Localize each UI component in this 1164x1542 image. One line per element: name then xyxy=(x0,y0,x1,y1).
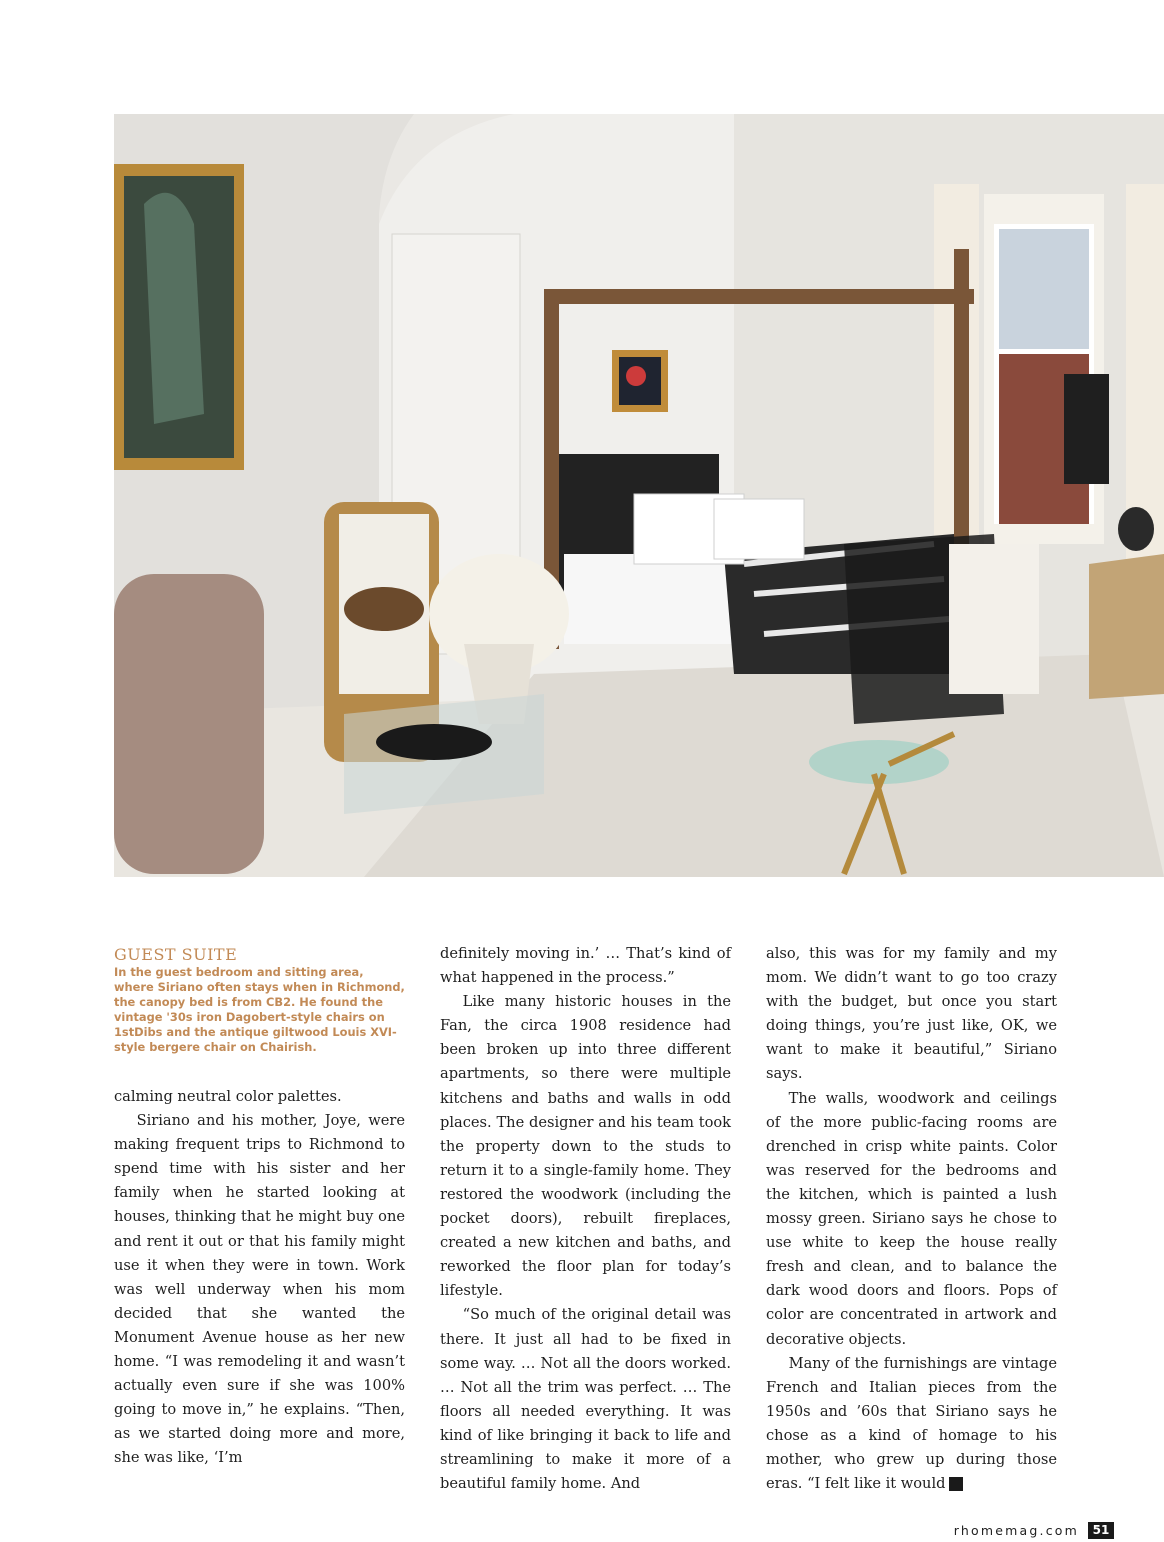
text-column-1 xyxy=(114,1085,405,1471)
paragraph: also, this was for my family and my mom. We didn’t want to go too crazy with the budget, but once you start doing things, you’re just like, OK, we want to make it beautiful,” Siriano says. xyxy=(766,945,1057,1083)
page-number: 51 xyxy=(1088,1522,1114,1539)
guest-suite-photo xyxy=(114,114,1164,877)
site-url: rhomemag.com xyxy=(953,1522,1079,1538)
text-column-3 xyxy=(766,942,1057,1496)
paragraph: Siriano and his mother, Joye, were making frequent trips to Richmond to spend time with his sister and her family when he started looking at houses, thinking that he might buy one and rent it out or that his family might use it when they were in town. Work was well underway when his mom decided that she wanted the Monument Avenue house as her new home. “I was remodeling it and wasn’t actually even sure if she was 100% going to move in,” he explains. “Then, as we started doing more and more, she was like, ‘I’m xyxy=(114,1112,405,1467)
paragraph: “So much of the original detail was there. It just all had to be fixed in some way. … Not all the doors worked. … Not all the trim was perfect. … The floors all needed everything. It was kind of like bringing it back to life and streamlining to make it more of a beautiful family home. And xyxy=(440,1306,731,1493)
paragraph: calming neutral color palettes. xyxy=(114,1088,342,1105)
paragraph: definitely moving in.’ … That’s kind of what happened in the process.” xyxy=(440,945,731,987)
paragraph xyxy=(766,1352,1057,1497)
page-footer xyxy=(954,1521,1114,1539)
caption-text: In the guest bedroom and sitting area, where Siriano often stays when in Richmond, the canopy bed is from CB2. He found the vintage '30s iron Dagobert-style chairs on 1stDibs and the antique giltwood Louis XVI-style bergere chair on Chairish. xyxy=(114,965,405,1055)
paragraph: Like many historic houses in the Fan, the circa 1908 residence had been broken up into three different apartments, so there were multiple kitchens and baths and walls in odd places. The designer and his team took the property down to the studs to return it to a single-family home. They restored the woodwork (including the pocket doors), rebuilt fireplaces, created a new kitchen and baths, and reworked the floor plan for today’s lifestyle. xyxy=(440,993,731,1300)
arrow-right-icon: ➜ xyxy=(949,1477,963,1491)
paragraph: The walls, woodwork and ceilings of the more public-facing rooms are drenched in crisp white paints. Color was reserved for the bedrooms and the kitchen, which is painted a lush mossy green. Siriano says he chose to use white to keep the house really fresh and clean, and to balance the dark wood doors and floors. Pops of color are concentrated in artwork and decorative objects. xyxy=(766,1089,1057,1348)
caption-heading: GUEST SUITE xyxy=(114,945,238,964)
photo-caption xyxy=(114,946,406,1056)
paragraph-text: Many of the furnishings are vintage French and Italian pieces from the 1950s and ’60s that Siriano says he chose as a kind of homage to his mother, who grew up during those eras. “I felt like it would xyxy=(766,1354,1057,1493)
text-column-2 xyxy=(440,942,731,1496)
